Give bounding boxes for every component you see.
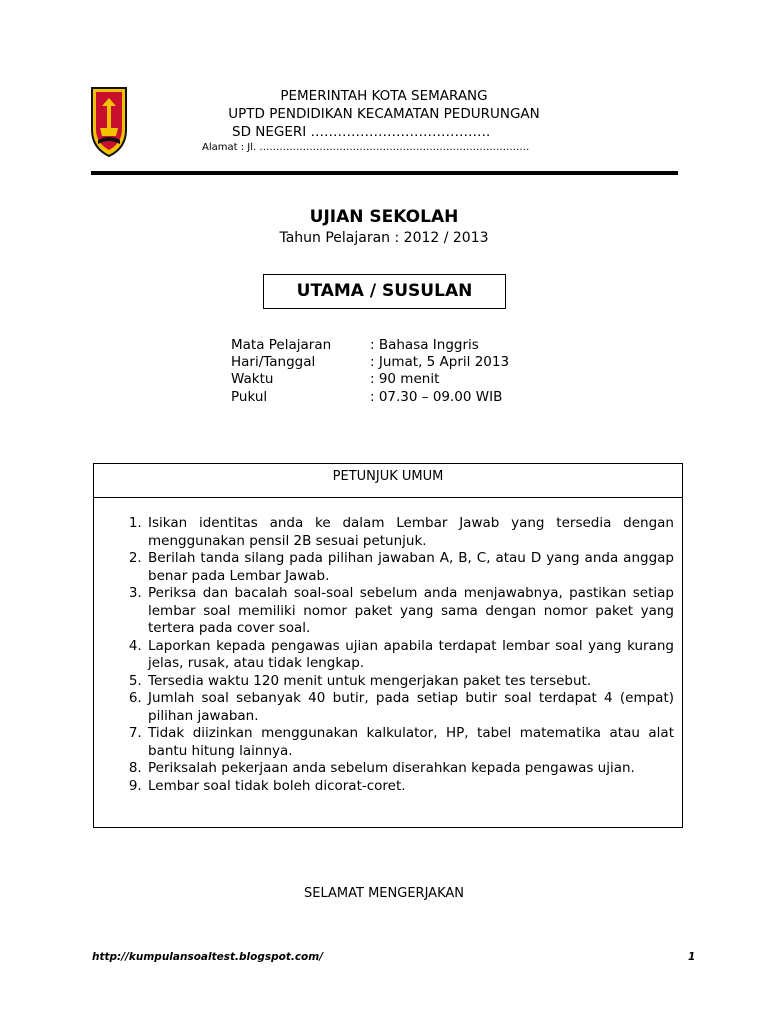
list-item: 2. Berilah tanda silang pada pilihan jawaban A, B, C, atau D yang anda anggap benar pada Lembar Jawab. <box>146 550 674 585</box>
info-label: Waktu <box>231 371 274 387</box>
info-row <box>231 354 509 372</box>
closing-message: SELAMAT MENGERJAKAN <box>304 886 464 901</box>
list-item: 8. Periksalah pekerjaan anda sebelum diserahkan kepada pengawas ujian. <box>146 760 674 778</box>
instructions-heading: PETUNJUK UMUM <box>94 464 682 498</box>
info-value: : 07.30 – 09.00 WIB <box>370 389 503 405</box>
list-item: 3. Periksa dan bacalah soal-soal sebelum anda menjawabnya, pastikan setiap lembar soal memiliki nomor paket yang sama dengan nomor paket yang tertera pada cover soal. <box>146 585 674 638</box>
info-label: Mata Pelajaran <box>231 337 332 353</box>
header-address: Alamat : Jl. ……………………………………………………………………… <box>202 142 530 153</box>
city-crest-logo <box>90 86 128 158</box>
list-item: 7. Tidak diizinkan menggunakan kalkulator, HP, tabel matematika atau alat bantu hitung lainnya. <box>146 725 674 760</box>
list-item: 4. Laporkan kepada pengawas ujian apabila terdapat lembar soal yang kurang jelas, rusak, atau tidak lengkap. <box>146 638 674 673</box>
instructions-panel <box>93 463 683 828</box>
header-school: SD NEGERI …………………………………. <box>232 124 491 140</box>
instructions-list <box>116 515 674 795</box>
header-department: UPTD PENDIDIKAN KECAMATAN PEDURUNGAN <box>228 106 540 122</box>
info-value: : 90 menit <box>370 371 440 387</box>
exam-type-box: UTAMA / SUSULAN <box>263 274 506 309</box>
page-number: 1 <box>688 951 696 963</box>
info-label: Hari/Tanggal <box>231 354 316 370</box>
list-item: 6. Jumlah soal sebanyak 40 butir, pada setiap butir soal terdapat 4 (empat) pilihan jawaban. <box>146 690 674 725</box>
academic-year: Tahun Pelajaran : 2012 / 2013 <box>279 230 489 246</box>
info-row <box>231 371 439 389</box>
footer-url-link[interactable]: http://kumpulansoaltest.blogspot.com/ <box>92 951 324 963</box>
list-item: 9. Lembar soal tidak boleh dicorat-coret. <box>146 778 674 796</box>
info-value: : Bahasa Inggris <box>370 337 479 353</box>
list-item: 5. Tersedia waktu 120 menit untuk mengerjakan paket tes tersebut. <box>146 673 674 691</box>
header-divider <box>91 171 678 175</box>
header-government: PEMERINTAH KOTA SEMARANG <box>280 88 488 104</box>
info-row <box>231 389 502 407</box>
info-row <box>231 337 479 355</box>
list-item: 1. Isikan identitas anda ke dalam Lembar Jawab yang tersedia dengan menggunakan pensil 2B sesuai petunjuk. <box>146 515 674 550</box>
info-value: : Jumat, 5 April 2013 <box>370 354 510 370</box>
info-label: Pukul <box>231 389 268 405</box>
page-title: UJIAN SEKOLAH <box>309 207 459 227</box>
